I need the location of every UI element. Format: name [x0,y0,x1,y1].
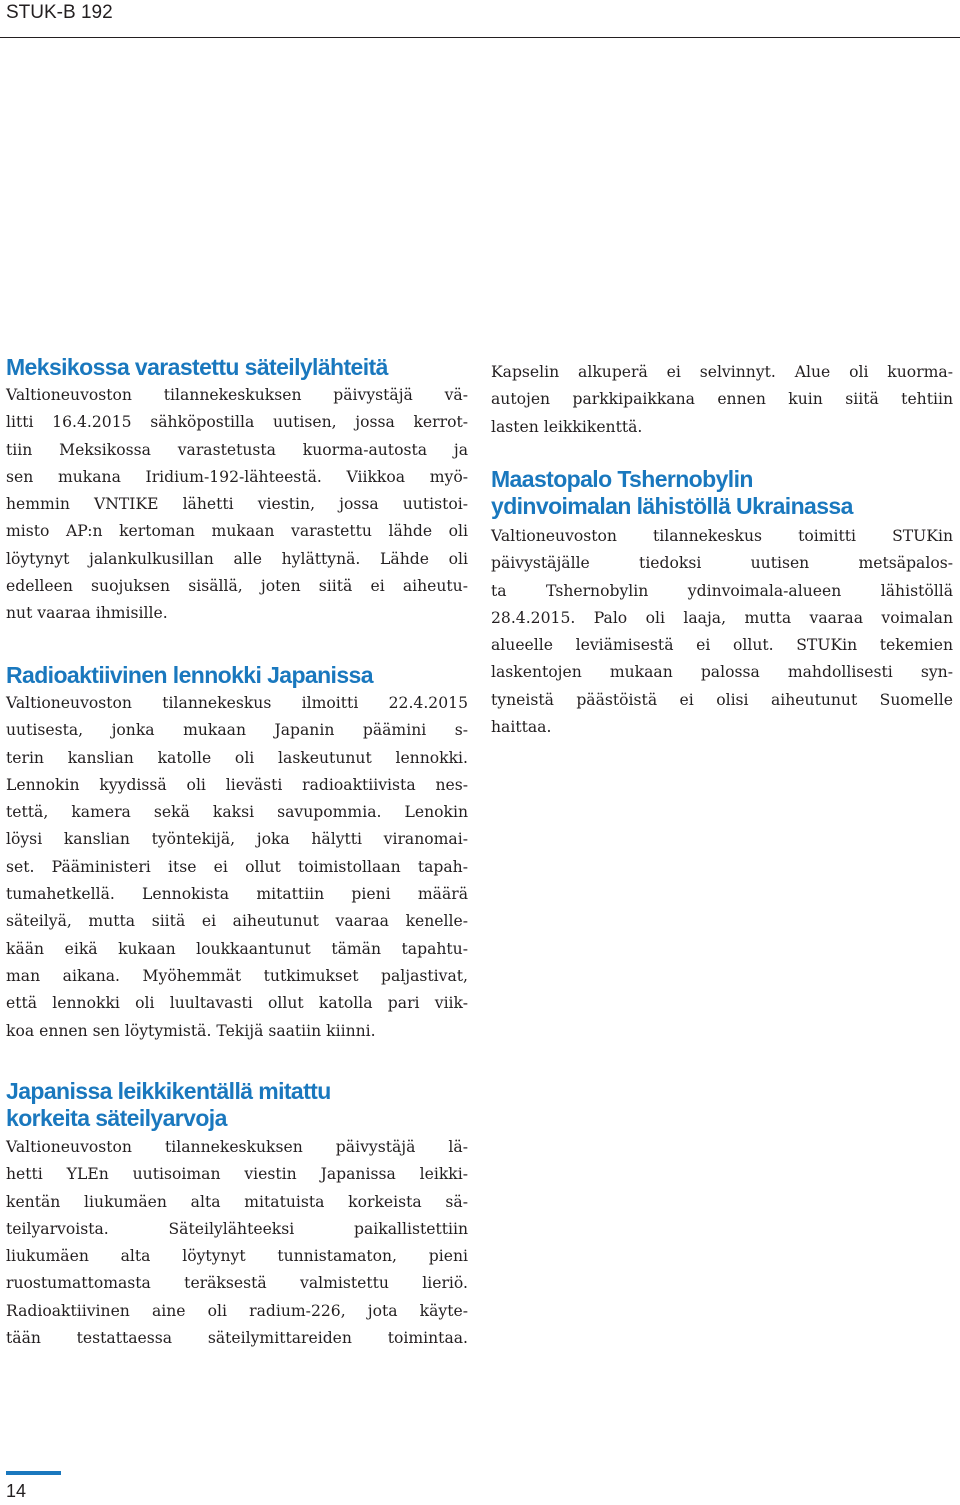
text-line: alueelle leviämisestä ei ollut. STUKin tekemien [491,636,953,655]
section-title-leikkikentta [6,1078,468,1132]
section-body-meksiko [6,382,468,628]
text-line: liukumäen alta löytynyt tunnistamaton, pieni [6,1247,468,1266]
title-line: ydinvoimalan lähistöllä Ukrainassa [491,493,853,519]
text-line: hemmin VNTIKE lähetti viestin, jossa uutistoi- [6,495,468,514]
text-line: haittaa. [491,718,552,737]
text-line: tyneistä päästöistä ei olisi aiheutunut Suomelle [491,690,953,709]
page-number: 14 [6,1481,27,1501]
text-line: kentän liukumäen alta mitatuista korkeista sä- [6,1192,468,1211]
section-body-lennokki [6,690,468,1045]
section-tshernobyl [491,466,953,741]
text-line: koa ennen sen löytymistä. Tekijä saatiin kiinni. [6,1021,376,1040]
text-line: edelleen suojuksen sisällä, joten siitä ei aiheutu- [6,577,468,596]
text-line: lasten leikkikenttä. [491,417,643,436]
text-line: hetti YLEn uutisoiman viestin Japanissa leikki- [6,1165,468,1184]
text-line: 28.4.2015. Palo oli laaja, mutta vaaraa voimalan [491,608,953,627]
title-line: Maastopalo Tshernobylin [491,466,753,492]
section-title-meksiko: Meksikossa varastettu säteilylähteitä [6,354,388,380]
text-line: laskentojen mukaan palossa mahdollisesti syn- [491,663,953,682]
text-line: misto AP:n kertoman mukaan varastettu lähde oli [6,522,468,541]
text-line: löysi kanslian työntekijä, joka hälytti viranomai- [6,830,468,849]
text-line: löytynyt jalankulkusillan alle hylättynä. Lähde oli [6,549,468,568]
text-line: Radioaktiivinen aine oli radium-226, jota käyte- [6,1301,468,1320]
section-meksiko [6,354,468,628]
text-line: set. Pääministeri itse ei ollut toimistollaan tapah- [6,857,468,876]
text-line: terin kanslian katolle oli laskeutunut lennokki. [6,748,468,767]
text-line: litti 16.4.2015 sähköpostilla uutisen, jossa kerrot- [6,413,468,432]
text-line: nut vaaraa ihmisille. [6,604,168,623]
text-line: tumahetkellä. Lennokista mitattiin pieni määrä [6,885,468,904]
text-line: Valtioneuvoston tilannekeskuksen päivystäjä lä- [6,1138,468,1156]
text-line: että lennokki oli luultavasti ollut katolla pari viik- [6,994,468,1013]
text-line: sen mukana Iridium-192-lähteestä. Viikkoa myö- [6,467,468,486]
text-line: ta Tshernobylin ydinvoimala-alueen lähistöllä [491,581,953,600]
title-line: Japanissa leikkikentällä mitattu [6,1078,331,1104]
text-line: Kapselin alkuperä ei selvinnyt. Alue oli kuorma- [491,363,953,381]
section-title-tshernobyl [491,466,953,520]
footer-accent-rule [6,1471,61,1475]
section-body-tshernobyl [491,523,953,741]
text-line: autojen parkkipaikkana ennen kuin siitä tehtiin [491,390,953,409]
section-body-continuation [491,359,953,441]
header-divider [0,37,960,38]
running-head: STUK-B 192 [6,2,113,23]
text-line: man aikana. Myöhemmät tutkimukset paljastivat, [6,966,468,985]
text-line: Valtioneuvoston tilannekeskuksen päivystäjä vä- [6,386,468,404]
text-line: päivystäjälle tiedoksi uutisen metsäpalos- [491,554,953,573]
text-line: teilyarvoista. Säteilylähteeksi paikallistettiin [6,1219,468,1238]
title-line: korkeita säteilyarvoja [6,1105,227,1131]
section-leikkikentta [6,1078,468,1352]
section-body-leikkikentta [6,1134,468,1352]
text-line: ruostumattomasta teräksestä valmistettu lieriö. [6,1274,468,1293]
text-line: Valtioneuvoston tilannekeskus toimitti STUKin [491,527,953,545]
section-lennokki [6,662,468,1045]
text-line: tettä, kamera sekä kaksi savupommia. Lenokin [6,803,468,822]
text-line: Valtioneuvoston tilannekeskus ilmoitti 22.4.2015 [6,694,468,712]
section-continuation [491,359,953,441]
text-line: Lennokin kyydissä oli lievästi radioaktiivista nes- [6,775,468,794]
section-title-lennokki: Radioaktiivinen lennokki Japanissa [6,662,373,688]
text-line: säteilyä, mutta siitä ei aiheutunut vaaraa kenelle- [6,912,468,931]
text-line: tiin Meksikossa varastetusta kuorma-autosta ja [6,440,468,459]
text-line: tään testattaessa säteilymittareiden toimintaa. [6,1329,468,1348]
text-line: kään eikä kukaan loukkaantunut tämän tapahtu- [6,939,468,958]
text-line: uutisesta, jonka mukaan Japanin päämini s- [6,721,468,740]
